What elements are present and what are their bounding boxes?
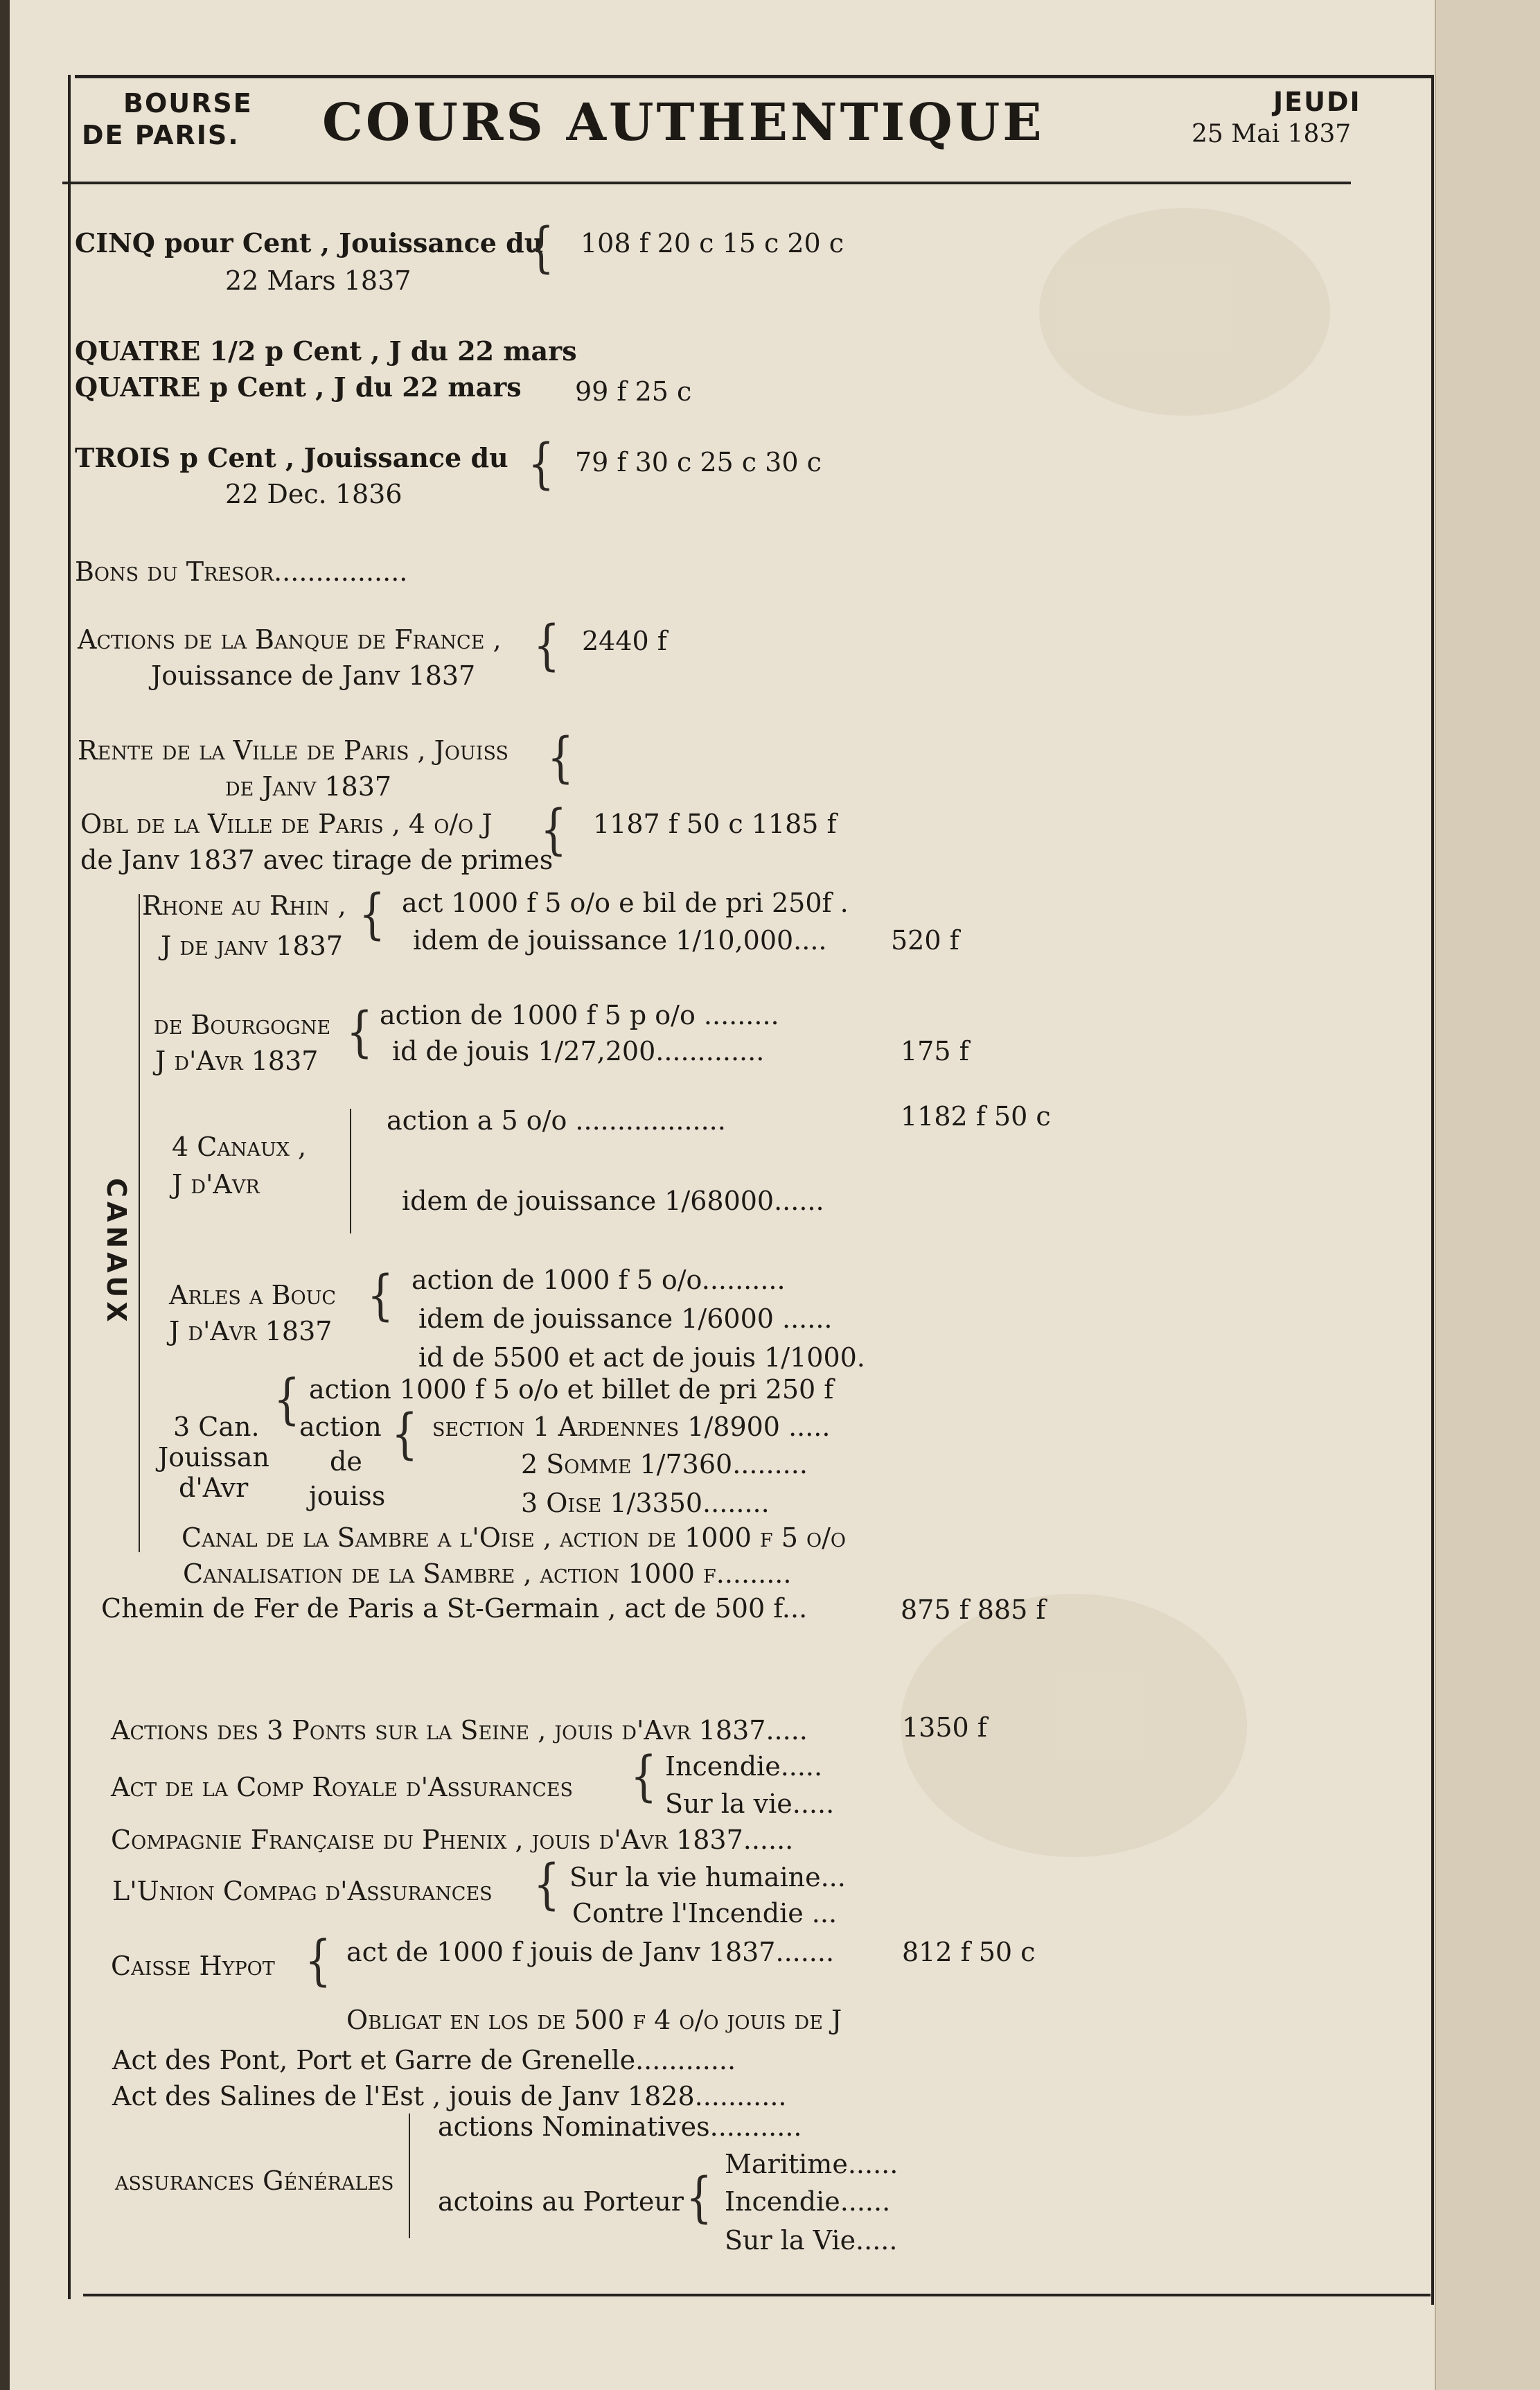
canal-bourgogne-item2: id de jouis 1/27,200............. bbox=[392, 1036, 765, 1066]
row-grenelle-label: Act des Pont, Port et Garre de Grenelle............ bbox=[112, 2045, 736, 2075]
left-rule bbox=[68, 75, 71, 2299]
brace: { bbox=[367, 1264, 394, 1328]
brace: { bbox=[346, 1001, 373, 1064]
canal-3can-item1: action 1000 f 5 o/o et billet de pri 250 f bbox=[309, 1374, 834, 1405]
row-union-label: L'Union Compag d'Assurances bbox=[112, 1876, 493, 1906]
canal-4canaux-item1: action a 5 o/o .................. bbox=[387, 1105, 726, 1136]
row-quatre-demi-label: QUATRE 1/2 p Cent , J du 22 mars bbox=[75, 335, 577, 367]
brace: { bbox=[686, 2166, 713, 2230]
bottom-rule bbox=[83, 2294, 1431, 2296]
row-salines-label: Act des Salines de l'Est , jouis de Janv 1828........... bbox=[112, 2081, 787, 2111]
row-obl-ville-label2: de Janv 1837 avec tirage de primes bbox=[80, 845, 554, 875]
row-trois-label2: 22 Dec. 1836 bbox=[225, 479, 402, 509]
row-caisse-value: 812 f 50 c bbox=[902, 1937, 1036, 1967]
canal-rhone-value: 520 f bbox=[891, 925, 959, 956]
brace: { bbox=[533, 614, 560, 678]
row-assurances-vie: Sur la Vie..... bbox=[725, 2225, 898, 2256]
top-rule bbox=[75, 75, 1433, 78]
row-trois-label: TROIS p Cent , Jouissance du bbox=[75, 442, 508, 473]
row-union-incendie: Contre l'Incendie ... bbox=[572, 1898, 838, 1928]
row-comp-royale-vie: Sur la vie..... bbox=[665, 1789, 835, 1819]
row-banque-label2: Jouissance de Janv 1837 bbox=[151, 660, 476, 691]
canal-rhone-item1: act 1000 f 5 o/o e bil de pri 250f . bbox=[402, 888, 849, 918]
canal-arles-item2: idem de jouissance 1/6000 ...... bbox=[418, 1303, 833, 1334]
row-union-vie: Sur la vie humaine... bbox=[569, 1862, 846, 1892]
row-3-ponts-value: 1350 f bbox=[902, 1712, 987, 1743]
canal-3can-col-action: action bbox=[299, 1412, 382, 1442]
brace: { bbox=[305, 1929, 332, 1993]
row-phenix-label: Compagnie Française du Phenix , jouis d'Avr 1837...... bbox=[111, 1825, 794, 1855]
row-assurances-maritime: Maritime...... bbox=[725, 2149, 899, 2179]
canal-bourgogne-name: de Bourgogne bbox=[154, 1010, 331, 1040]
row-cinq-label2: 22 Mars 1837 bbox=[225, 265, 411, 296]
row-assurances-incendie: Incendie...... bbox=[725, 2186, 891, 2217]
canal-arles-item3: id de 5500 et act de jouis 1/1000. bbox=[418, 1342, 865, 1373]
row-quatre-label: QUATRE p Cent , J du 22 mars bbox=[75, 371, 522, 403]
row-rente-ville-label2: de Janv 1837 bbox=[225, 771, 392, 802]
brace: { bbox=[528, 216, 555, 280]
row-assurances-porteur: actoins au Porteur bbox=[438, 2186, 684, 2217]
chemin-de-fer-label: Chemin de Fer de Paris a St-Germain , act de 500 f... bbox=[101, 1593, 808, 1624]
row-rente-ville-label: Rente de la Ville de Paris , Jouiss bbox=[78, 735, 508, 766]
canal-3can-name3: d'Avr bbox=[179, 1473, 249, 1503]
canal-3can-col-jouiss: jouiss bbox=[309, 1481, 386, 1511]
book-spine bbox=[0, 0, 10, 2390]
row-3-ponts-label: Actions des 3 Ponts sur la Seine , jouis d'Avr 1837..... bbox=[111, 1715, 808, 1746]
canal-rhone-name2: J de janv 1837 bbox=[161, 931, 343, 961]
row-bons-tresor: Bons du Tresor................ bbox=[75, 556, 408, 587]
canal-arles-name: Arles a Bouc bbox=[169, 1280, 337, 1310]
canal-canalisation-sambre: Canalisation de la Sambre , action 1000 f......... bbox=[183, 1558, 792, 1589]
canal-arles-item1: action de 1000 f 5 o/o.......... bbox=[411, 1265, 786, 1295]
canal-bourgogne-name2: J d'Avr 1837 bbox=[155, 1046, 319, 1076]
page-title: COURS AUTHENTIQUE bbox=[322, 93, 1045, 152]
canal-4canaux-brace-line bbox=[350, 1109, 351, 1233]
brace: { bbox=[528, 432, 555, 496]
canal-4canaux-name: 4 Canaux , bbox=[172, 1132, 307, 1162]
header-de-paris: DE PARIS. bbox=[82, 120, 240, 150]
row-assurances-label: assurances Générales bbox=[115, 2165, 394, 2196]
row-caisse-act: act de 1000 f jouis de Janv 1837....... bbox=[346, 1937, 835, 1967]
canal-3can-col-de: de bbox=[330, 1446, 362, 1477]
brace: { bbox=[274, 1368, 301, 1432]
row-assurances-nominatives: actions Nominatives........... bbox=[438, 2111, 802, 2142]
row-quatre-value: 99 f 25 c bbox=[575, 376, 692, 407]
canal-arles-name2: J d'Avr 1837 bbox=[169, 1316, 333, 1346]
row-obl-ville-label: Obl de la Ville de Paris , 4 o/o J bbox=[80, 809, 493, 839]
canal-4canaux-name2: J d'Avr bbox=[172, 1169, 260, 1200]
canal-bourgogne-item1: action de 1000 f 5 p o/o ......... bbox=[380, 1000, 779, 1030]
assurances-brace-line bbox=[409, 2114, 410, 2238]
brace: { bbox=[630, 1745, 657, 1809]
brace: { bbox=[547, 726, 574, 790]
row-banque-value: 2440 f bbox=[582, 626, 667, 656]
page-edge bbox=[1435, 0, 1540, 2390]
canaux-bracket-line bbox=[139, 894, 140, 1552]
header-bourse: BOURSE bbox=[123, 88, 253, 118]
canal-3can-item2: section 1 Ardennes 1/8900 ..... bbox=[432, 1412, 831, 1442]
canal-3can-item3: 2 Somme 1/7360......... bbox=[521, 1449, 808, 1479]
right-rule bbox=[1431, 75, 1434, 2305]
canal-bourgogne-value: 175 f bbox=[901, 1036, 969, 1066]
brace: { bbox=[540, 798, 567, 862]
canal-rhone-name: Rhone au Rhin , bbox=[142, 890, 346, 921]
row-cinq-value: 108 f 20 c 15 c 20 c bbox=[581, 228, 844, 258]
brace: { bbox=[391, 1403, 418, 1466]
row-trois-value: 79 f 30 c 25 c 30 c bbox=[575, 447, 822, 477]
canal-3can-name: 3 Can. bbox=[173, 1412, 260, 1442]
canal-4canaux-value: 1182 f 50 c bbox=[901, 1101, 1051, 1132]
canal-3can-item4: 3 Oise 1/3350........ bbox=[521, 1488, 770, 1518]
row-obligat-label: Obligat en los de 500 f 4 o/o jouis de J bbox=[346, 2005, 842, 2035]
row-banque-label: Actions de la Banque de France , bbox=[78, 624, 502, 655]
canal-rhone-item2: idem de jouissance 1/10,000.... bbox=[413, 925, 827, 956]
chemin-de-fer-value: 875 f 885 f bbox=[901, 1594, 1046, 1625]
row-caisse-label: Caisse Hypot bbox=[111, 1951, 275, 1981]
row-comp-royale-incendie: Incendie..... bbox=[665, 1751, 823, 1782]
canal-3can-name2: Jouissan bbox=[158, 1442, 269, 1473]
header-date: 25 Mai 1837 bbox=[1192, 120, 1352, 148]
row-cinq-label: CINQ pour Cent , Jouissance du bbox=[75, 227, 544, 258]
brace: { bbox=[533, 1853, 560, 1917]
paper-stain bbox=[1039, 208, 1330, 416]
canaux-section-label: CANAUX bbox=[101, 1178, 132, 1326]
row-obl-ville-value: 1187 f 50 c 1185 f bbox=[593, 809, 837, 839]
header-day: JEUDI bbox=[1273, 87, 1361, 117]
header-rule bbox=[62, 182, 1351, 184]
brace: { bbox=[359, 883, 386, 947]
row-comp-royale-label: Act de la Comp Royale d'Assurances bbox=[111, 1772, 574, 1802]
canal-4canaux-item2: idem de jouissance 1/68000...... bbox=[402, 1186, 824, 1216]
canal-sambre-oise: Canal de la Sambre a l'Oise , action de 1000 f 5 o/o bbox=[182, 1522, 847, 1553]
